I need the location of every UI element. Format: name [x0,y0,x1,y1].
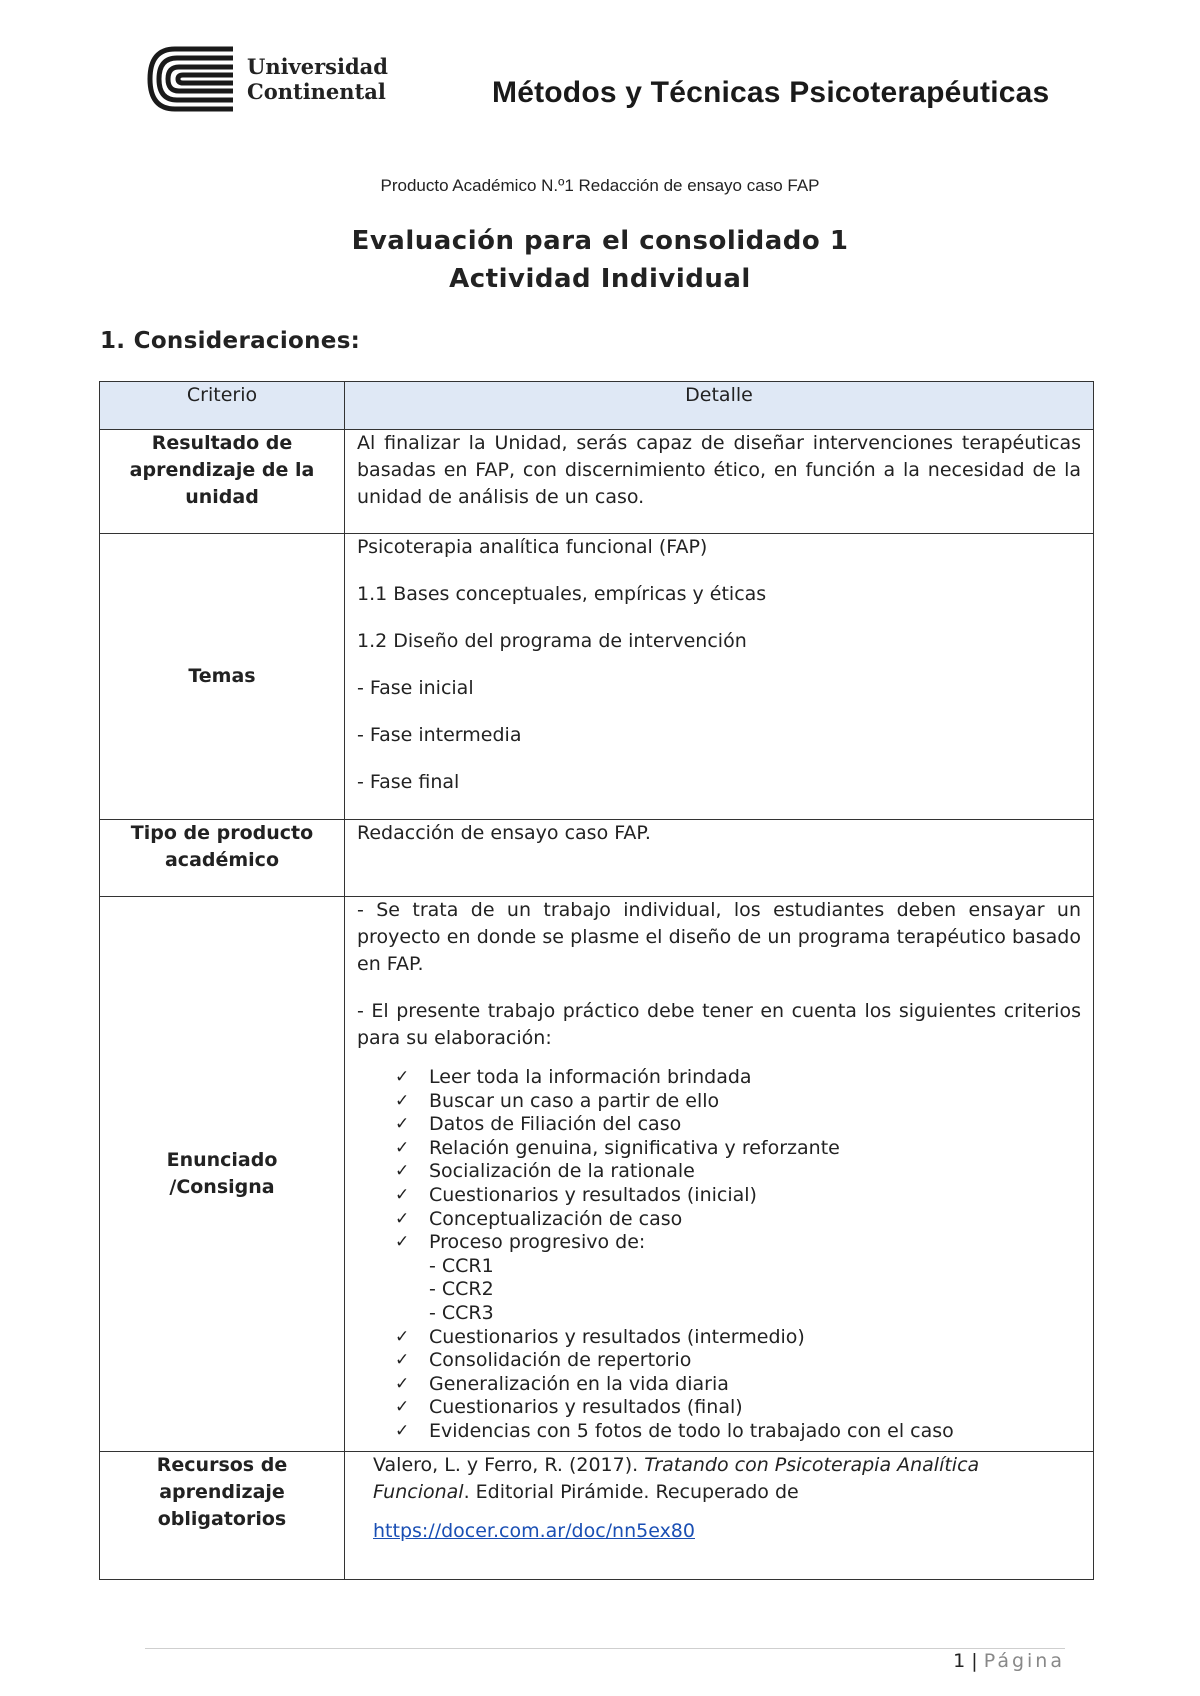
footer-separator: | [971,1650,978,1672]
check-icon: ✓ [395,1067,410,1087]
checklist-item: ✓ Cuestionarios y resultados (intermedio) [395,1325,805,1348]
evaluation-title-line-1: Evaluación para el consolidado 1 [351,226,849,256]
checklist-item: ✓ Proceso progresivo de: - CCR1 - CCR2 - CCR3 [395,1231,1081,1325]
reference-title: Tratando con Psicoterapia Analítica Funcional [373,1454,980,1503]
check-icon: ✓ [395,1184,410,1205]
ccr-item: - CCR2 [429,1278,494,1301]
tema-item: - Fase intermedia [357,724,522,746]
tema-item: 1.1 Bases conceptuales, empíricas y éticas [357,583,767,605]
ccr-item: - CCR1 [429,1254,494,1277]
section-heading: 1. Consideraciones: [100,328,361,354]
tema-item: - Fase final [357,771,460,793]
footer-divider [145,1648,1065,1649]
temas-list [345,534,1094,820]
evaluation-title [0,222,1200,298]
checklist-item: ✓ Buscar un caso a partir de ello [395,1089,720,1112]
page-label: Página [983,1650,1065,1672]
tema-item: - Fase inicial [357,677,474,699]
checklist-item: ✓ Socialización de la rationale [395,1160,695,1183]
table-header-row [100,382,1094,430]
evaluation-title-line-2: Actividad Individual [449,264,751,294]
check-icon: ✓ [395,1208,410,1229]
criteria-checklist [357,1066,1081,1444]
page-number: 1 [953,1650,966,1672]
ccr-sublist [429,1255,1081,1326]
reference-citation [373,1452,1081,1506]
reference-publisher: . Editorial Pirámide. Recuperado de [463,1481,799,1503]
temas-label: Temas [100,534,345,820]
check-icon: ✓ [395,1114,410,1135]
checklist-item: ✓ Cuestionarios y resultados (inicial) [395,1183,757,1206]
check-icon: ✓ [395,1161,410,1182]
page-footer [953,1650,1065,1672]
criteria-table [99,381,1094,1580]
check-icon: ✓ [395,1350,410,1371]
checklist-item: ✓ Cuestionarios y resultados (final) [395,1396,743,1419]
checklist-item: ✓ Generalización en la vida diaria [395,1372,729,1395]
enunciado-label: Enunciado /Consigna [100,897,345,1452]
header-detalle: Detalle [345,382,1094,430]
checklist-item: ✓ Relación genuina, significativa y reforzante [395,1136,840,1159]
enunciado-paragraph-1: - Se trata de un trabajo individual, los estudiantes deben ensayar un proyecto en donde se plasme el diseño de un programa terapéutico basado en FAP. [357,899,1081,975]
checklist-item: ✓ Leer toda la información brindada [395,1066,752,1088]
table-row-tipo [100,820,1094,897]
reference-authors: Valero, L. y Ferro, R. (2017). [373,1454,645,1476]
product-line: Producto Académico N.º1 Redacción de ensayo caso FAP [380,176,820,195]
course-title: Métodos y Técnicas Psicoterapéuticas [492,76,1050,109]
checklist-item: ✓ Datos de Filiación del caso [395,1113,682,1136]
resultado-text: Al finalizar la Unidad, serás capaz de diseñar intervenciones terapéuticas basadas en FAP, con discernimiento ético, en función a la necesidad de la unidad de análisis de un caso. [345,430,1094,534]
recursos-content [345,1452,1094,1580]
ccr-item: - CCR3 [429,1301,494,1324]
check-icon: ✓ [395,1326,410,1347]
table-row-resultado [100,430,1094,534]
university-logo-icon [145,44,235,114]
logo-line-1: Universidad [247,54,388,79]
checklist-item: ✓ Conceptualización de caso [395,1207,683,1230]
enunciado-paragraph-2: - El presente trabajo práctico debe tener en cuenta los siguientes criterios para su elaboración: [357,1000,1081,1049]
checklist-item: ✓ Consolidación de repertorio [395,1349,692,1372]
checklist-item: ✓ Evidencias con 5 fotos de todo lo trabajado con el caso [395,1419,954,1442]
table-row-temas [100,534,1094,820]
reference-link[interactable]: https://docer.com.ar/doc/nn5ex80 [373,1520,695,1542]
check-icon: ✓ [395,1090,410,1111]
tipo-label: Tipo de producto académico [100,820,345,897]
check-icon: ✓ [395,1137,410,1158]
table-row-recursos [100,1452,1094,1580]
logo-wordmark [247,54,388,104]
university-logo [145,44,388,114]
table-row-enunciado [100,897,1094,1452]
check-icon: ✓ [395,1232,410,1253]
check-icon: ✓ [395,1420,410,1441]
tema-item: Psicoterapia analítica funcional (FAP) [357,536,708,558]
tipo-text: Redacción de ensayo caso FAP. [345,820,1094,897]
recursos-label: Recursos de aprendizaje obligatorios [100,1452,345,1580]
tema-item: 1.2 Diseño del programa de intervención [357,630,747,652]
logo-line-2: Continental [247,79,386,104]
header-criterio: Criterio [100,382,345,430]
check-icon: ✓ [395,1397,410,1418]
resultado-label: Resultado de aprendizaje de la unidad [100,430,345,534]
check-icon: ✓ [395,1373,410,1394]
enunciado-content [345,897,1094,1452]
